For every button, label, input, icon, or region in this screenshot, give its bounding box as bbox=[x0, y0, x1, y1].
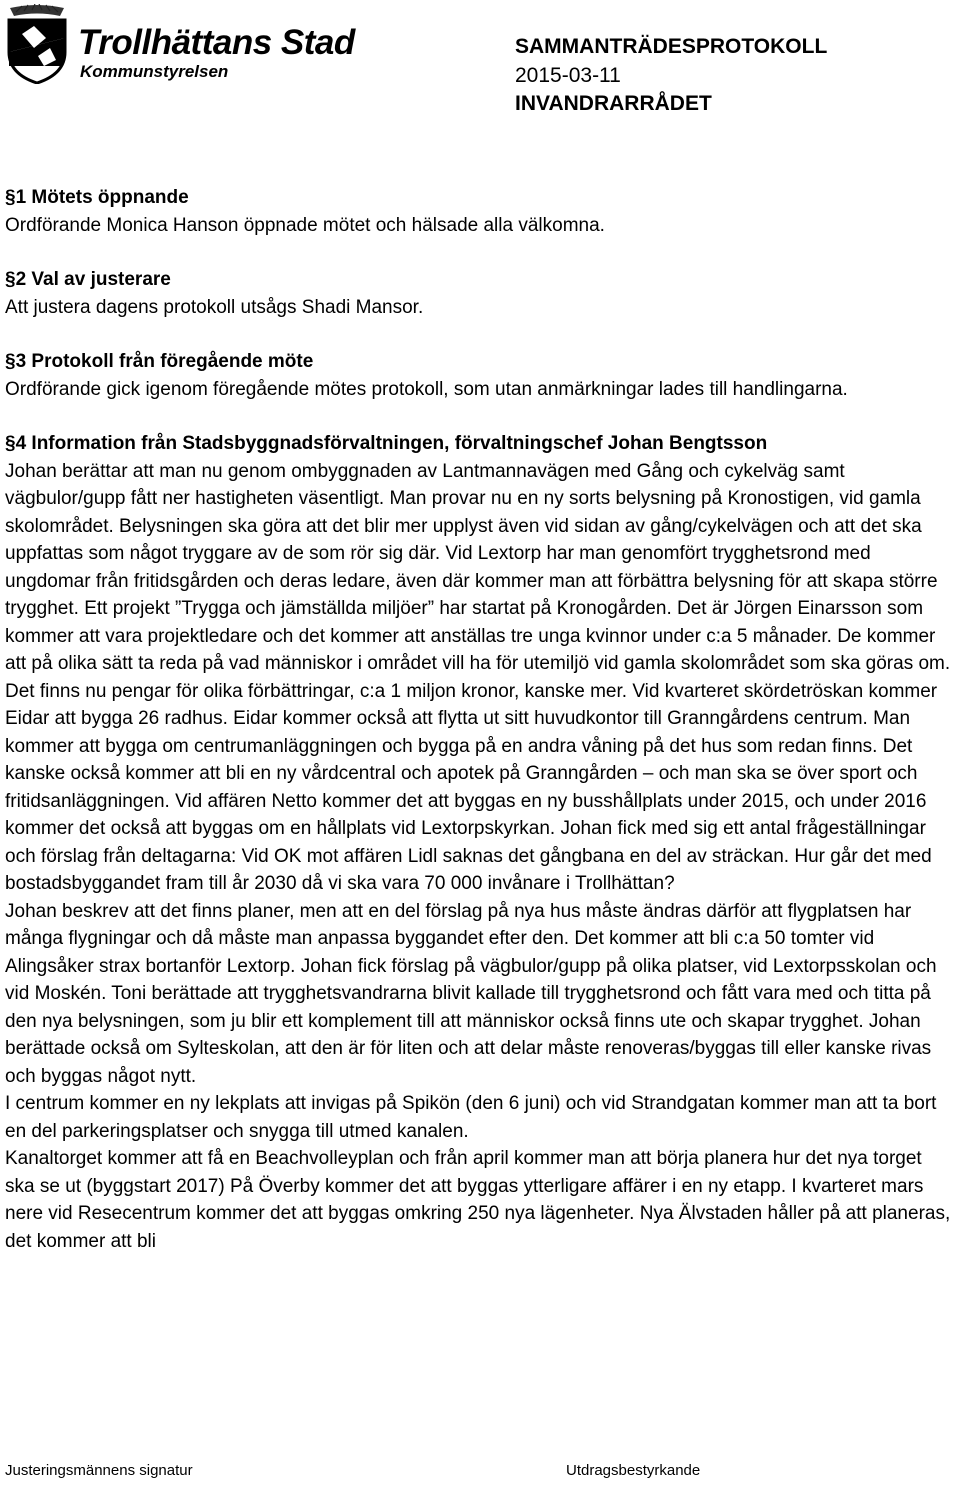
section-heading: §2 Val av justerare bbox=[5, 269, 171, 290]
council-name: INVANDRARRÅDET bbox=[515, 92, 712, 115]
document-meta bbox=[515, 33, 827, 119]
section-heading: §4 Information från Stadsbyggnadsförvaltningen, förvaltningschef Johan Bengtsson bbox=[5, 433, 768, 454]
section-2 bbox=[5, 266, 955, 321]
org-subtitle: Kommunstyrelsen bbox=[80, 62, 229, 81]
section-paragraph: Johan beskrev att det finns planer, men att en del förslag på nya hus måste ändras därför att flygplatsen har många flygningar och då måste man anpassa byggandet efter den. Det kommer att bli c:a 50 tomter vid Alingsåker strax bortanför Lextorp. Johan fick förslag på vägbulor/gupp på olika platser, vid Lextorpsskolan och vid Moskén. Toni berättade att trygghetsvandrarna blivit kallade till trygghetsrond och fått vara med och titta på den nya belysningen, som ju blir ett komplement till att människor också finns ute och skapar trygghet. Johan berättade också om Sylteskolan, att den är för liten och att delar måste renoveras/byggas till eller kanske rivas och byggas något nytt. bbox=[5, 900, 937, 1087]
certification-label: Utdragsbestyrkande bbox=[566, 1462, 701, 1479]
section-1 bbox=[5, 184, 955, 239]
document-body bbox=[5, 184, 955, 1255]
section-4 bbox=[5, 430, 955, 1255]
section-text: Ordförande Monica Hanson öppnade mötet och hälsade alla välkomna. bbox=[5, 214, 605, 236]
document-header bbox=[0, 0, 960, 120]
org-name: Trollhättans Stad bbox=[78, 23, 355, 62]
document-type: SAMMANTRÄDESPROTOKOLL bbox=[515, 35, 828, 58]
section-paragraph: Johan berättar att man nu genom ombyggnaden av Lantmannavägen med Gång och cykelväg samt vägbulor/gupp fått ner hastigheten väsentligt. Man provar nu en ny sorts belysning på Kronostigen, vid gamla skolområdet. Belysningen ska göra att det blir mer upplyst även vid sidan av gång/cykelvägen och att det ska uppfattas som något tryggare av de som rör sig där. Vid Lextorp har man genomfört trygghetsrond med ungdomar från fritidsgården och deras ledare, även där kommer man att förbättra belysning för att skapa större trygghet. Ett projekt ”Trygga och jämställda miljöer” har startat på Kronogården. Det är Jörgen Einarsson som kommer att vara projektledare och det kommer att anställas tre unga kvinnor under c:a 5 månader. De kommer att på olika sätt ta reda på vad människor i området vill ha för utemiljö vid gamla skolområdet som ska göras om. Det finns nu pengar för olika förbättringar, c:a 1 miljon kronor, kanske mer. Vid kvarteret skördetröskan kommer Eidar att bygga 26 radhus. Eidar kommer också att flytta ut sitt huvudkontor till Granngårdens centrum. Man kommer att bygga om centrumanläggningen och bygga på en andra våning på det hus som redan finns. Det kanske också kommer att bli en ny vårdcentral och apotek på Granngården – och man ska se över sport och fritidsanläggningen. Vid affären Netto kommer det att byggas en ny busshållplats under 2015, och under 2016 kommer det också att byggas om en hållplats vid Lextorpskyrkan. Johan fick med sig ett antal frågeställningar och förslag från deltagarna: Vid OK mot affären Lidl saknas det gångbana en del av sträckan. Hur går det med bostadsbyggandet fram till år 2030 då vi ska vara 70 000 invånare i Trollhättan? bbox=[5, 460, 951, 894]
section-heading: §1 Mötets öppnande bbox=[5, 187, 189, 208]
section-text: Att justera dagens protokoll utsågs Shadi Mansor. bbox=[5, 296, 424, 318]
meeting-date: 2015-03-11 bbox=[515, 63, 621, 87]
signature-label: Justeringsmännens signatur bbox=[5, 1462, 193, 1479]
section-text: Ordförande gick igenom föregående mötes protokoll, som utan anmärkningar lades till handlingarna. bbox=[5, 378, 848, 400]
section-heading: §3 Protokoll från föregående möte bbox=[5, 351, 314, 372]
city-crest-logo bbox=[4, 4, 70, 84]
section-paragraph: Kanaltorget kommer att få en Beachvolleyplan och från april kommer man att börja planera hur det nya torget ska se ut (byggstart 2017) På Överby kommer det att byggas ytterligare affärer i en ny etapp. I kvarteret mars nere vid Resecentrum kommer det att byggas omkring 250 nya lägenheter. Nya Älvstaden håller på att planeras, det kommer att bli bbox=[5, 1148, 951, 1252]
section-paragraph: I centrum kommer en ny lekplats att invigas på Spikön (den 6 juni) och vid Strandgatan kommer man att ta bort en del parkeringsplatser och snygga till utmed kanalen. bbox=[5, 1093, 937, 1142]
section-3 bbox=[5, 348, 955, 403]
